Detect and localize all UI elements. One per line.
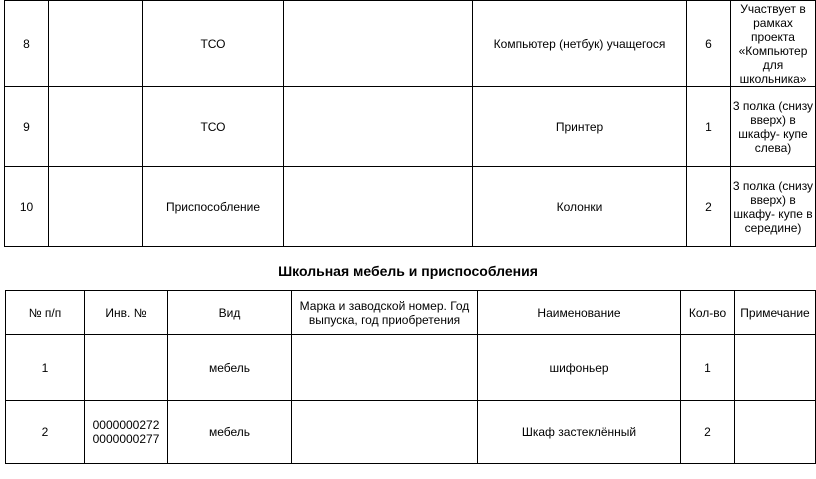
- header-brand: Марка и заводской номер. Год выпуска, год приобретения: [292, 291, 478, 335]
- table-row: [5, 167, 816, 247]
- header-number: № п/п: [6, 291, 85, 335]
- row-number: 10: [5, 167, 49, 247]
- item-type: ТСО: [143, 87, 284, 167]
- inventory-number: [85, 335, 168, 401]
- item-note: 3 полка (снизу вверх) в шкафу- купе слева): [731, 87, 816, 167]
- item-note: [735, 401, 816, 464]
- inventory-number: [49, 1, 143, 87]
- row-number: 9: [5, 87, 49, 167]
- item-quantity: 1: [687, 87, 731, 167]
- item-name: Принтер: [473, 87, 687, 167]
- row-number: 8: [5, 1, 49, 87]
- table-row: [5, 87, 816, 167]
- furniture-table: [5, 290, 816, 464]
- inventory-number: 0000000272 0000000277: [85, 401, 168, 464]
- header-name: Наименование: [478, 291, 681, 335]
- item-note: 3 полка (снизу вверх) в шкафу- купе в середине): [731, 167, 816, 247]
- item-quantity: 2: [687, 167, 731, 247]
- brand-year: [292, 335, 478, 401]
- item-name: Компьютер (нетбук) учащегося: [473, 1, 687, 87]
- table-row: [5, 1, 816, 87]
- header-type: Вид: [168, 291, 292, 335]
- section-title: Школьная мебель и приспособления: [278, 263, 538, 279]
- inventory-number: [49, 87, 143, 167]
- item-quantity: 1: [681, 335, 735, 401]
- row-number: 1: [6, 335, 85, 401]
- equipment-table-continued: [4, 0, 816, 247]
- brand-year: [292, 401, 478, 464]
- item-note: [735, 335, 816, 401]
- item-type: Приспособление: [143, 167, 284, 247]
- brand-year: [284, 167, 473, 247]
- row-number: 2: [6, 401, 85, 464]
- table-header-row: [6, 291, 816, 335]
- item-note: Участвует в рамках проекта «Компьютер для школьника»: [731, 1, 816, 87]
- brand-year: [284, 1, 473, 87]
- item-type: мебель: [168, 335, 292, 401]
- table-row: [6, 335, 816, 401]
- item-type: ТСО: [143, 1, 284, 87]
- item-type: мебель: [168, 401, 292, 464]
- header-quantity: Кол-во: [681, 291, 735, 335]
- item-name: Колонки: [473, 167, 687, 247]
- brand-year: [284, 87, 473, 167]
- item-name: Шкаф застеклённый: [478, 401, 681, 464]
- item-name: шифоньер: [478, 335, 681, 401]
- table-row: [6, 401, 816, 464]
- header-note: Примечание: [735, 291, 816, 335]
- item-quantity: 6: [687, 1, 731, 87]
- item-quantity: 2: [681, 401, 735, 464]
- inventory-number: [49, 167, 143, 247]
- header-inventory: Инв. №: [85, 291, 168, 335]
